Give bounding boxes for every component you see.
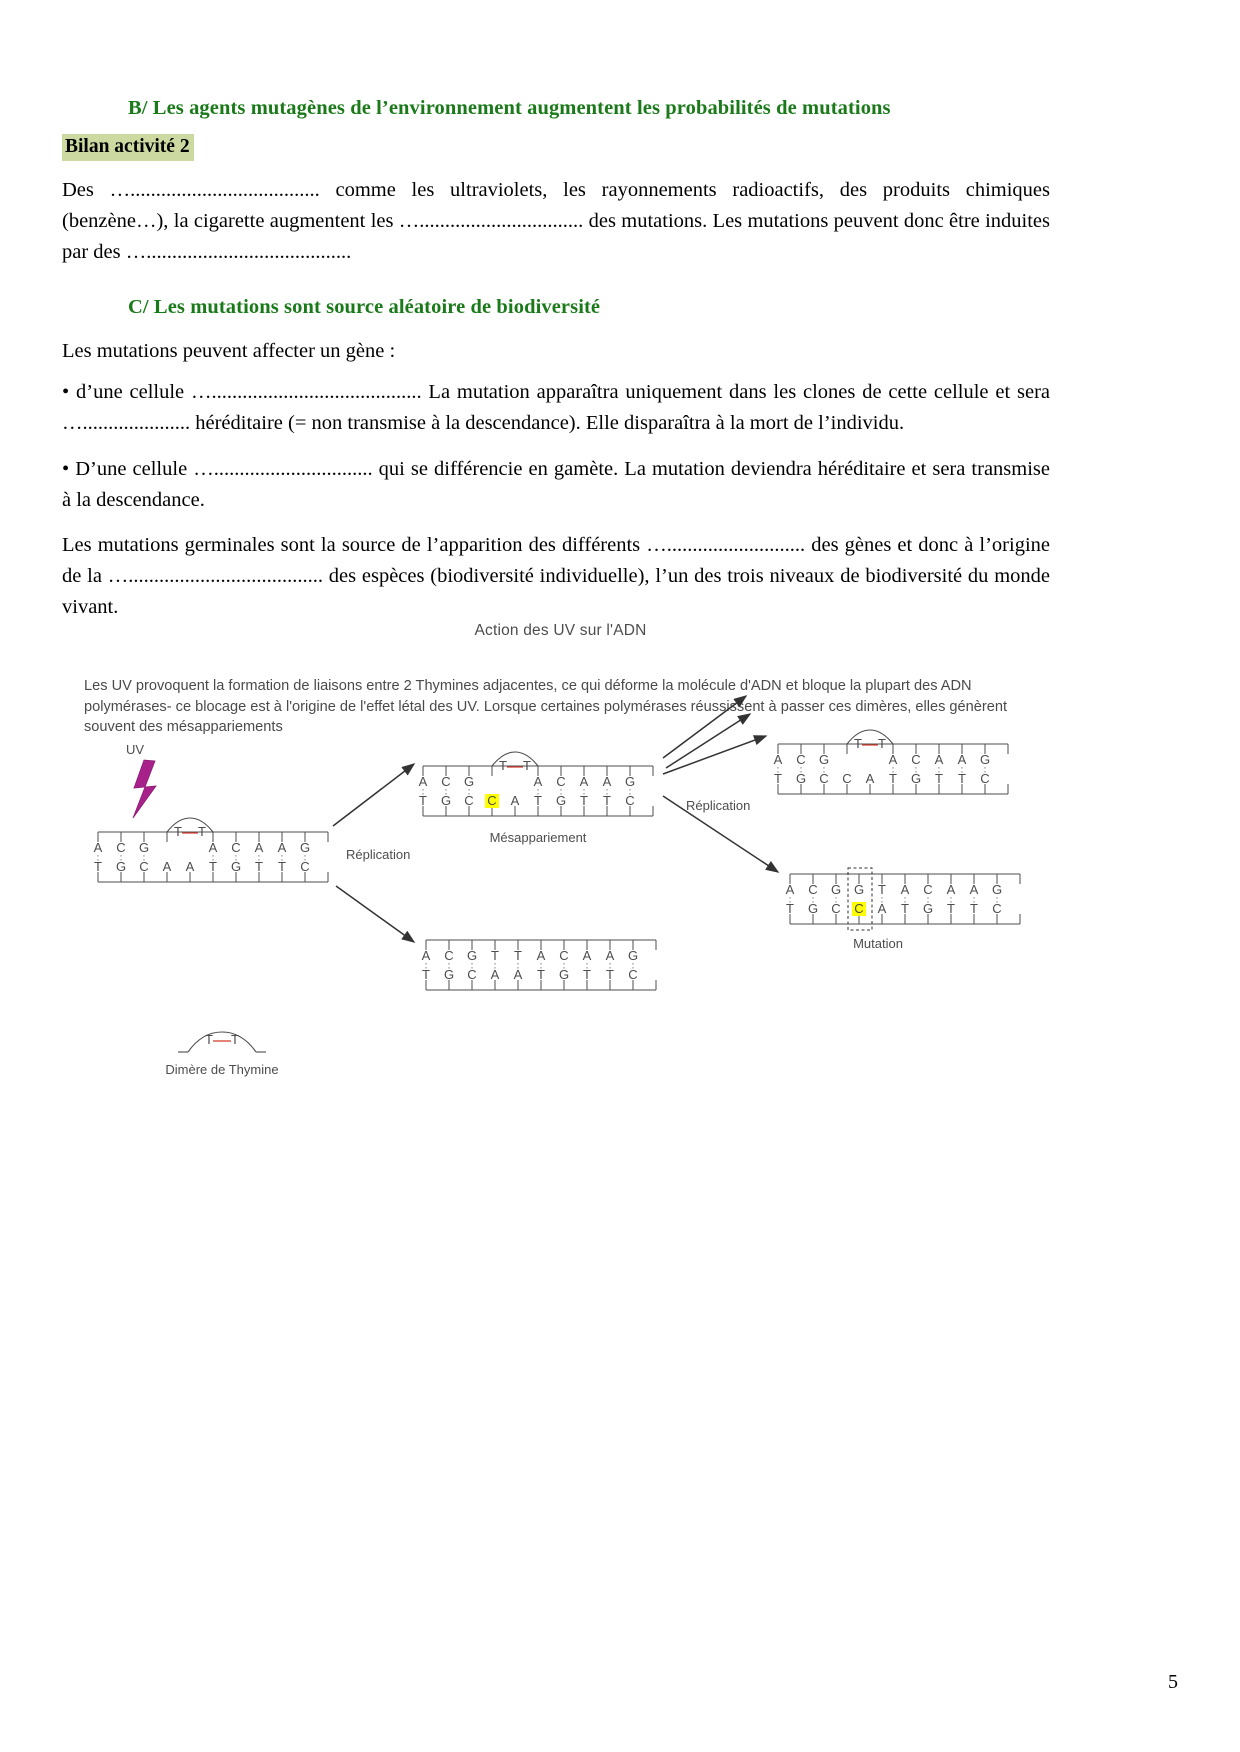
svg-text:T: T	[255, 859, 263, 874]
svg-text:A: A	[888, 752, 898, 767]
svg-text:G: G	[922, 901, 934, 916]
bilan-activite-badge: Bilan activité 2	[62, 134, 194, 161]
svg-text:A: A	[969, 882, 979, 897]
svg-text:T: T	[422, 967, 430, 982]
svg-text:A: A	[277, 840, 287, 855]
svg-text:C: C	[854, 901, 864, 916]
label-replication-2: Réplication	[686, 798, 751, 813]
section-c-closing: Les mutations germinales sont la source de l’apparition des différents …........................... des gènes et donc à l’origine de la …...................................... des espèces (biodiversité individuelle), l’un des trois niveaux de biodiversité du monde vivant.	[62, 533, 1050, 619]
svg-text:A: A	[510, 793, 520, 808]
svg-text:A: A	[773, 752, 783, 767]
dna-block-mutation	[786, 868, 1020, 930]
dna-block-original	[94, 818, 328, 882]
svg-text:C: C	[842, 771, 852, 786]
svg-text:T: T	[209, 859, 217, 874]
svg-text:T: T	[231, 1032, 239, 1047]
svg-text:G: G	[979, 752, 991, 767]
svg-text:T: T	[499, 758, 507, 773]
dna-block-top-right	[774, 730, 1008, 794]
svg-text:T: T	[958, 771, 966, 786]
uv-bolt-icon	[126, 742, 156, 818]
svg-text:T: T	[901, 901, 909, 916]
label-replication-1: Réplication	[346, 847, 411, 862]
page-number: 5	[1168, 1671, 1178, 1693]
figure-diagram	[78, 736, 1043, 1159]
svg-text:C: C	[556, 774, 566, 789]
svg-text:G: G	[463, 774, 475, 789]
svg-text:A: A	[865, 771, 875, 786]
svg-text:T: T	[174, 824, 182, 839]
svg-text:A: A	[579, 774, 589, 789]
svg-text:G: G	[115, 859, 127, 874]
svg-text:G: G	[138, 840, 150, 855]
svg-text:G: G	[991, 882, 1003, 897]
svg-text:A: A	[185, 859, 195, 874]
svg-text:A: A	[208, 840, 218, 855]
dna-block-mesappariement	[419, 752, 653, 816]
svg-text:T: T	[947, 901, 955, 916]
svg-text:A: A	[418, 774, 428, 789]
svg-text:T: T	[970, 901, 978, 916]
figure-caption: Les UV provoquent la formation de liaisons entre 2 Thymines adjacentes, ce qui déforme la molécule d'ADN et bloque la plupart des ADN polymérases- ce blocage est à l'origine de l'effet létal des UV. Lorsque certaines polymérases réussissent à passer ces dimères, elles génèrent souvent des mésappariements	[84, 678, 1008, 736]
svg-text:T: T	[878, 736, 886, 751]
svg-text:C: C	[831, 901, 841, 916]
svg-text:T: T	[878, 882, 886, 897]
svg-text:T: T	[514, 948, 522, 963]
svg-text:A: A	[533, 774, 543, 789]
svg-text:T: T	[774, 771, 782, 786]
svg-text:Dimère de Thymine: Dimère de Thymine	[165, 1062, 279, 1077]
dimere-legend	[165, 1032, 278, 1077]
svg-text:A: A	[946, 882, 956, 897]
svg-text:G: G	[624, 774, 636, 789]
svg-text:A: A	[513, 967, 523, 982]
figure-uv-dna	[78, 614, 1043, 1159]
section-c-intro: Les mutations peuvent affecter un gène :	[62, 340, 396, 363]
svg-text:G: G	[299, 840, 311, 855]
svg-text:C: C	[116, 840, 126, 855]
svg-text:C: C	[444, 948, 454, 963]
svg-text:C: C	[808, 882, 818, 897]
svg-text:C: C	[559, 948, 569, 963]
svg-text:C: C	[911, 752, 921, 767]
svg-text:C: C	[992, 901, 1002, 916]
svg-text:A: A	[536, 948, 546, 963]
svg-text:A: A	[582, 948, 592, 963]
figure-title: Action des UV sur l'ADN	[474, 622, 647, 639]
svg-text:G: G	[443, 967, 455, 982]
section-b-heading: B/ Les agents mutagènes de l’environnement augmentent les probabilités de mutations	[128, 97, 891, 119]
svg-text:C: C	[923, 882, 933, 897]
bilan-row	[62, 134, 1050, 161]
svg-text:G: G	[807, 901, 819, 916]
svg-text:T: T	[889, 771, 897, 786]
svg-text:T: T	[854, 736, 862, 751]
svg-text:T: T	[606, 967, 614, 982]
svg-text:G: G	[818, 752, 830, 767]
svg-text:G: G	[555, 793, 567, 808]
svg-text:A: A	[254, 840, 264, 855]
svg-text:A: A	[605, 948, 615, 963]
svg-text:T: T	[786, 901, 794, 916]
svg-text:G: G	[440, 793, 452, 808]
svg-text:T: T	[523, 758, 531, 773]
svg-text:C: C	[628, 967, 638, 982]
svg-text:T: T	[537, 967, 545, 982]
dna-block-normal-replication	[422, 940, 656, 990]
label-mutation: Mutation	[853, 936, 903, 951]
svg-text:C: C	[467, 967, 477, 982]
svg-text:T: T	[491, 948, 499, 963]
svg-text:G: G	[795, 771, 807, 786]
svg-text:T: T	[583, 967, 591, 982]
svg-text:T: T	[205, 1032, 213, 1047]
svg-text:G: G	[466, 948, 478, 963]
svg-text:UV: UV	[126, 742, 145, 757]
svg-text:T: T	[603, 793, 611, 808]
svg-text:T: T	[278, 859, 286, 874]
svg-text:C: C	[300, 859, 310, 874]
svg-text:A: A	[162, 859, 172, 874]
svg-text:C: C	[231, 840, 241, 855]
svg-text:A: A	[490, 967, 500, 982]
svg-text:G: G	[558, 967, 570, 982]
svg-text:T: T	[935, 771, 943, 786]
svg-text:A: A	[877, 901, 887, 916]
section-b-paragraph: Des …..................................... comme les ultraviolets, les rayonnements radioactifs, des produits chimiques (benzène…), la cigarette augmentent les …................................ des mutations. Les mutations peuvent donc être induites par des …........................................	[62, 179, 1050, 264]
svg-text:C: C	[980, 771, 990, 786]
section-c-bullet-1: • d’une cellule …......................................... La mutation apparaîtra uniquement dans les clones de cette cellule et sera …..................... héréditaire (= non transmise à la descendance). Elle disparaîtra à la mort de l’individu.	[62, 381, 1050, 435]
svg-text:A: A	[785, 882, 795, 897]
svg-text:C: C	[487, 793, 497, 808]
svg-text:A: A	[602, 774, 612, 789]
svg-text:G: G	[910, 771, 922, 786]
document-content	[62, 96, 1050, 637]
svg-text:C: C	[441, 774, 451, 789]
svg-text:C: C	[625, 793, 635, 808]
svg-text:C: C	[139, 859, 149, 874]
svg-text:T: T	[580, 793, 588, 808]
svg-text:A: A	[957, 752, 967, 767]
svg-text:G: G	[627, 948, 639, 963]
svg-text:A: A	[93, 840, 103, 855]
svg-text:T: T	[94, 859, 102, 874]
svg-text:A: A	[934, 752, 944, 767]
svg-text:G: G	[853, 882, 865, 897]
svg-text:T: T	[198, 824, 206, 839]
label-mesappariement: Mésappariement	[489, 830, 587, 845]
section-c-bullet-2: • D’une cellule …............................... qui se différencie en gamète. La mutation deviendra héréditaire et sera transmise à la descendance.	[62, 457, 1050, 511]
svg-text:C: C	[819, 771, 829, 786]
svg-text:T: T	[534, 793, 542, 808]
svg-text:C: C	[464, 793, 474, 808]
svg-text:G: G	[830, 882, 842, 897]
svg-text:C: C	[796, 752, 806, 767]
section-c-heading: C/ Les mutations sont source aléatoire de biodiversité	[128, 295, 601, 318]
svg-text:T: T	[419, 793, 427, 808]
svg-text:A: A	[421, 948, 431, 963]
svg-text:A: A	[900, 882, 910, 897]
svg-text:G: G	[230, 859, 242, 874]
